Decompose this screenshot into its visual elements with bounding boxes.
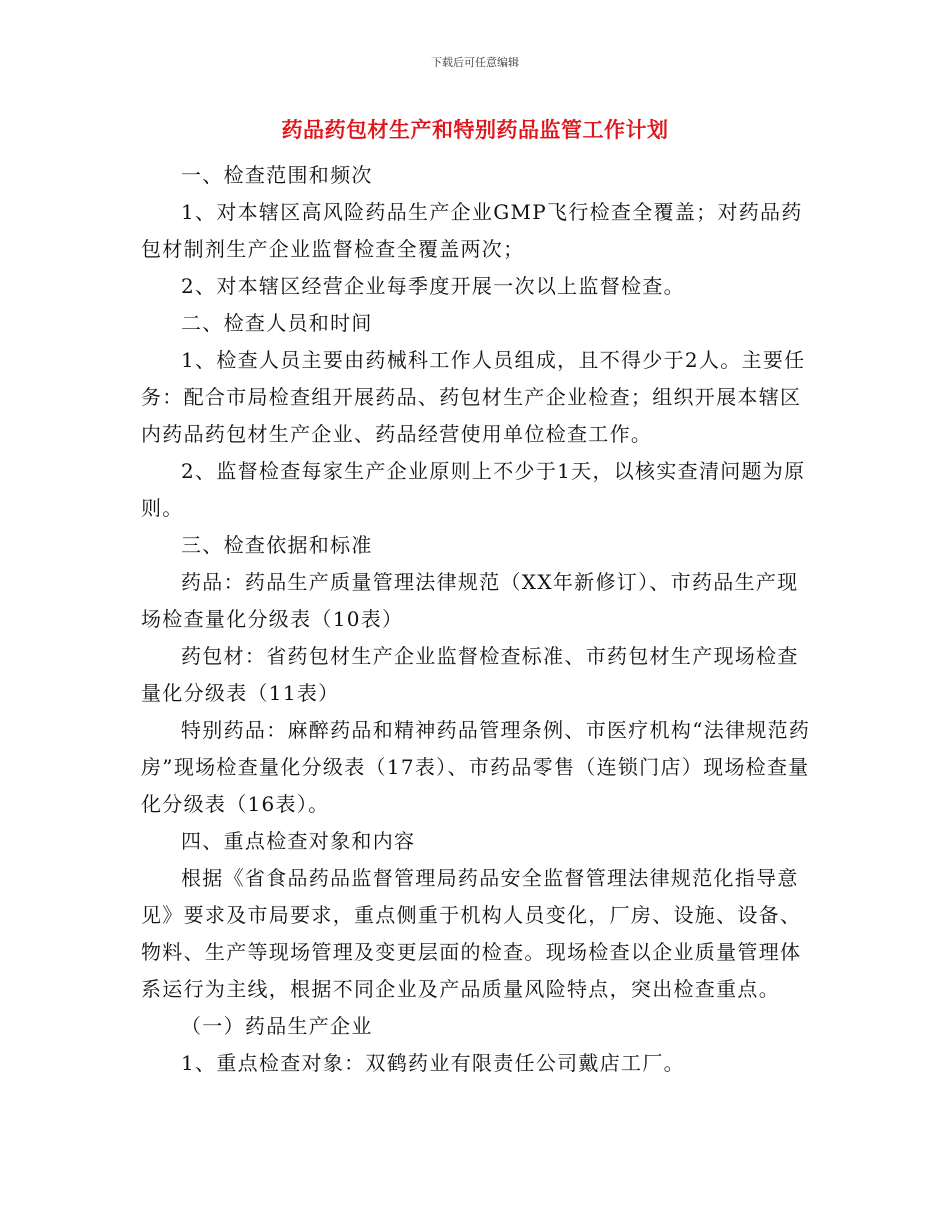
paragraph: 1、重点检查对象：双鹤药业有限责任公司戴店工厂。	[181, 1051, 685, 1075]
paragraph: 1、对本辖区高风险药品生产企业GMP飞行检查全覆盖；对药品药包材制剂生产企业监督检查全覆盖两次；	[141, 200, 803, 261]
paragraph: 根据《省食品药品监督管理局药品安全监督管理法律规范化指导意见》要求及市局要求，重点侧重于机构人员变化，厂房、设施、设备、物料、生产等现场管理及变更层面的检查。现场检查以企业质量管理体系运行为主线，根据不同企业及产品质量风险特点，突出检查重点。	[141, 866, 802, 1001]
paragraph: 2、对本辖区经营企业每季度开展一次以上监督检查。	[181, 274, 685, 298]
document-body	[141, 157, 811, 1082]
document-title: 药品药包材生产和特别药品监管工作计划	[281, 118, 669, 142]
section-heading-1: 一、检查范围和频次	[181, 163, 373, 187]
section-heading-3: 三、检查依据和标准	[181, 533, 373, 557]
section-heading-4: 四、重点检查对象和内容	[181, 829, 416, 853]
paragraph: 特别药品：麻醉药品和精神药品管理条例、市医疗机构“法律规范药房”现场检查量化分级表（17表）、市药品零售（连锁门店）现场检查量化分级表（16表）。	[141, 718, 811, 816]
paragraph: 2、监督检查每家生产企业原则上不少于1天，以核实查清问题为原则。	[141, 459, 806, 520]
paragraph: 药包材：省药包材生产企业监督检查标准、市药包材生产现场检查量化分级表（11表）	[141, 644, 799, 705]
subsection-heading: （一）药品生产企业	[181, 1014, 373, 1038]
paragraph: 1、检查人员主要由药械科工作人员组成，且不得少于2人。主要任务：配合市局检查组开展药品、药包材生产企业检查；组织开展本辖区内药品药包材生产企业、药品经营使用单位检查工作。	[141, 348, 806, 446]
paragraph: 药品：药品生产质量管理法律规范（XX年新修订）、市药品生产现场检查量化分级表（10表）	[141, 570, 799, 631]
header-note: 下载后可任意编辑	[431, 56, 519, 69]
section-heading-2: 二、检查人员和时间	[181, 311, 373, 335]
